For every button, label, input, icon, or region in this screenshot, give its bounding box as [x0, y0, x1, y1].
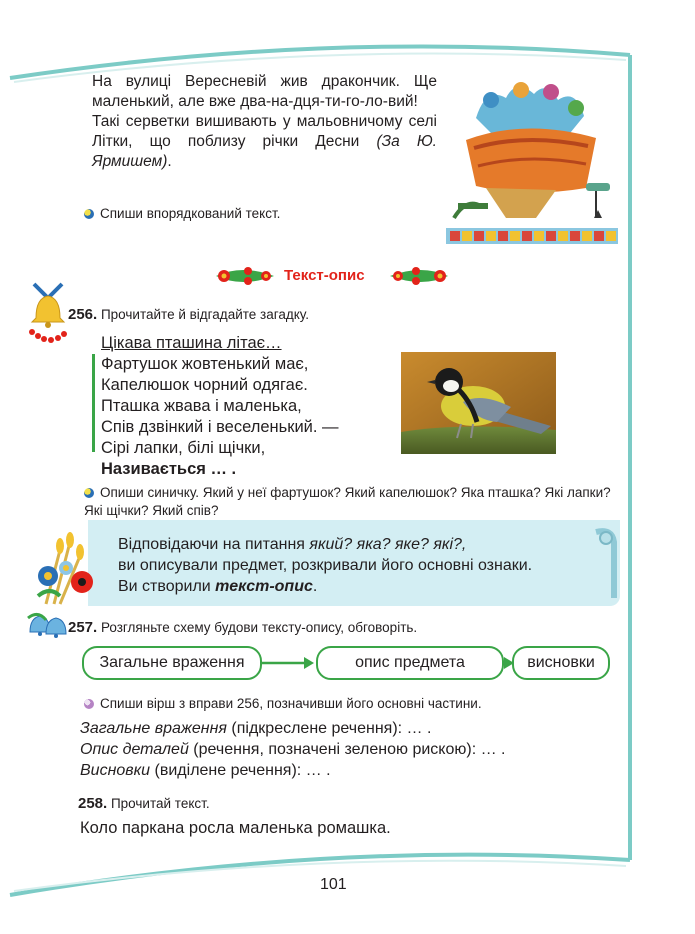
schema-object-description: опис предмета: [316, 646, 504, 680]
task-bullet-icon: [84, 699, 94, 709]
poem-line: Сірі лапки, білі щічки,: [101, 439, 266, 457]
part-term: Загальне враження: [80, 720, 227, 737]
part-term: Опис деталей: [80, 741, 189, 758]
intro-paragraph-1: На вулиці Вересневій жив дракончик. Ще маленький, але вже два-на-дця-ти-го-ло-вий!: [92, 73, 437, 110]
intro-task: [84, 206, 280, 221]
rule-text: Відповідаючи на питання який? яка? яке? які?, ви описували предмет, розкривали його основні ознаки. Ви створили текст-опис.: [118, 536, 533, 595]
exercise-258-header: [78, 795, 210, 812]
exercise-number: 257.: [68, 619, 98, 636]
part-term: Висновки: [80, 762, 151, 779]
poem-last-line: Називається … .: [101, 460, 237, 478]
exercise-number: 256.: [68, 306, 98, 323]
schema-general-impression: Загальне враження: [82, 646, 262, 680]
bell-icon: [26, 280, 70, 350]
exercise-instruction: Прочитайте й відгадайте загадку.: [100, 307, 309, 322]
exercise-257-header: [68, 619, 417, 636]
page-number: 101: [320, 876, 347, 893]
poem-first-line: Цікава пташина літає…: [101, 334, 282, 352]
exercise-257-task: [84, 696, 482, 711]
poem-line: Капелюшок чорний одягає.: [101, 376, 308, 394]
exercise-257-task-text: Спиши вірш з вправи 256, позначивши його основні частини.: [100, 696, 482, 711]
schema-conclusions: висновки: [512, 646, 610, 680]
intro-text: На вулиці Вересневій жив дракончик. Ще маленький, але вже два-на-дця-ти-го-ло-вий! Такі серветки вишивають у мальовничому селі Літки, що поблизу річки Десни (За Ю. Ярмишем).: [92, 73, 437, 170]
rule-line2: ви описували предмет, розкривали його основні ознаки.: [118, 557, 533, 574]
intro-task-text: Спиши впорядкований текст.: [100, 206, 281, 221]
part-rest: (речення, позначені зеленою рискою): … .: [193, 741, 506, 758]
right-ornament-icon: [386, 262, 452, 290]
poem-line: Пташка жвава і маленька,: [101, 397, 302, 415]
intro-source: (За Ю. Ярмишем): [92, 133, 437, 170]
exercise-256-task-text: Опиши синичку. Який у неї фартушок? Який капелюшок? Яка пташка? Які лапки? Які щічки? Який спів?: [84, 485, 611, 518]
riddle-poem: [101, 333, 282, 354]
arrow-right-icon: [260, 654, 316, 672]
part-rest: (підкреслене речення): … .: [231, 720, 432, 737]
flowers-icon: [30, 530, 108, 610]
exercise-258-text: Коло паркана росла маленька ромашка.: [80, 819, 391, 837]
green-margin-line: [92, 354, 95, 452]
rule-term: текст-опис: [215, 578, 313, 595]
task-bullet-icon: [84, 488, 94, 498]
poem-line: Фартушок жовтенький має,: [101, 355, 309, 373]
task-bullet-icon: [84, 209, 94, 219]
left-ornament-icon: [212, 262, 278, 290]
exercise-256-task: [84, 484, 624, 520]
exercise-256-header: [68, 306, 309, 323]
dragon-illustration: [446, 78, 618, 244]
exercise-257-lines: [80, 718, 505, 781]
intro-paragraph-2: Такі серветки вишивають у мальовничому селі Літки, що поблизу річки Десни: [92, 113, 437, 150]
titmouse-photo: [401, 352, 556, 454]
scroll-icon: [588, 528, 620, 602]
exercise-instruction: Прочитай текст.: [110, 796, 210, 811]
bells-icon: [26, 610, 70, 640]
section-title: Текст-опис: [284, 267, 365, 284]
rule-line1-start: Відповідаючи на питання: [118, 536, 305, 553]
poem-body: [101, 354, 339, 480]
exercise-instruction: Розгляньте схему будови тексту-опису, обговоріть.: [100, 620, 418, 635]
rule-questions: який? яка? яке? які?,: [309, 536, 467, 553]
exercise-number: 258.: [78, 795, 108, 812]
rule-line3-start: Ви створили: [118, 578, 211, 595]
part-rest: (виділене речення): … .: [154, 762, 331, 779]
poem-line: Спів дзвінкий і веселенький. —: [101, 418, 339, 436]
